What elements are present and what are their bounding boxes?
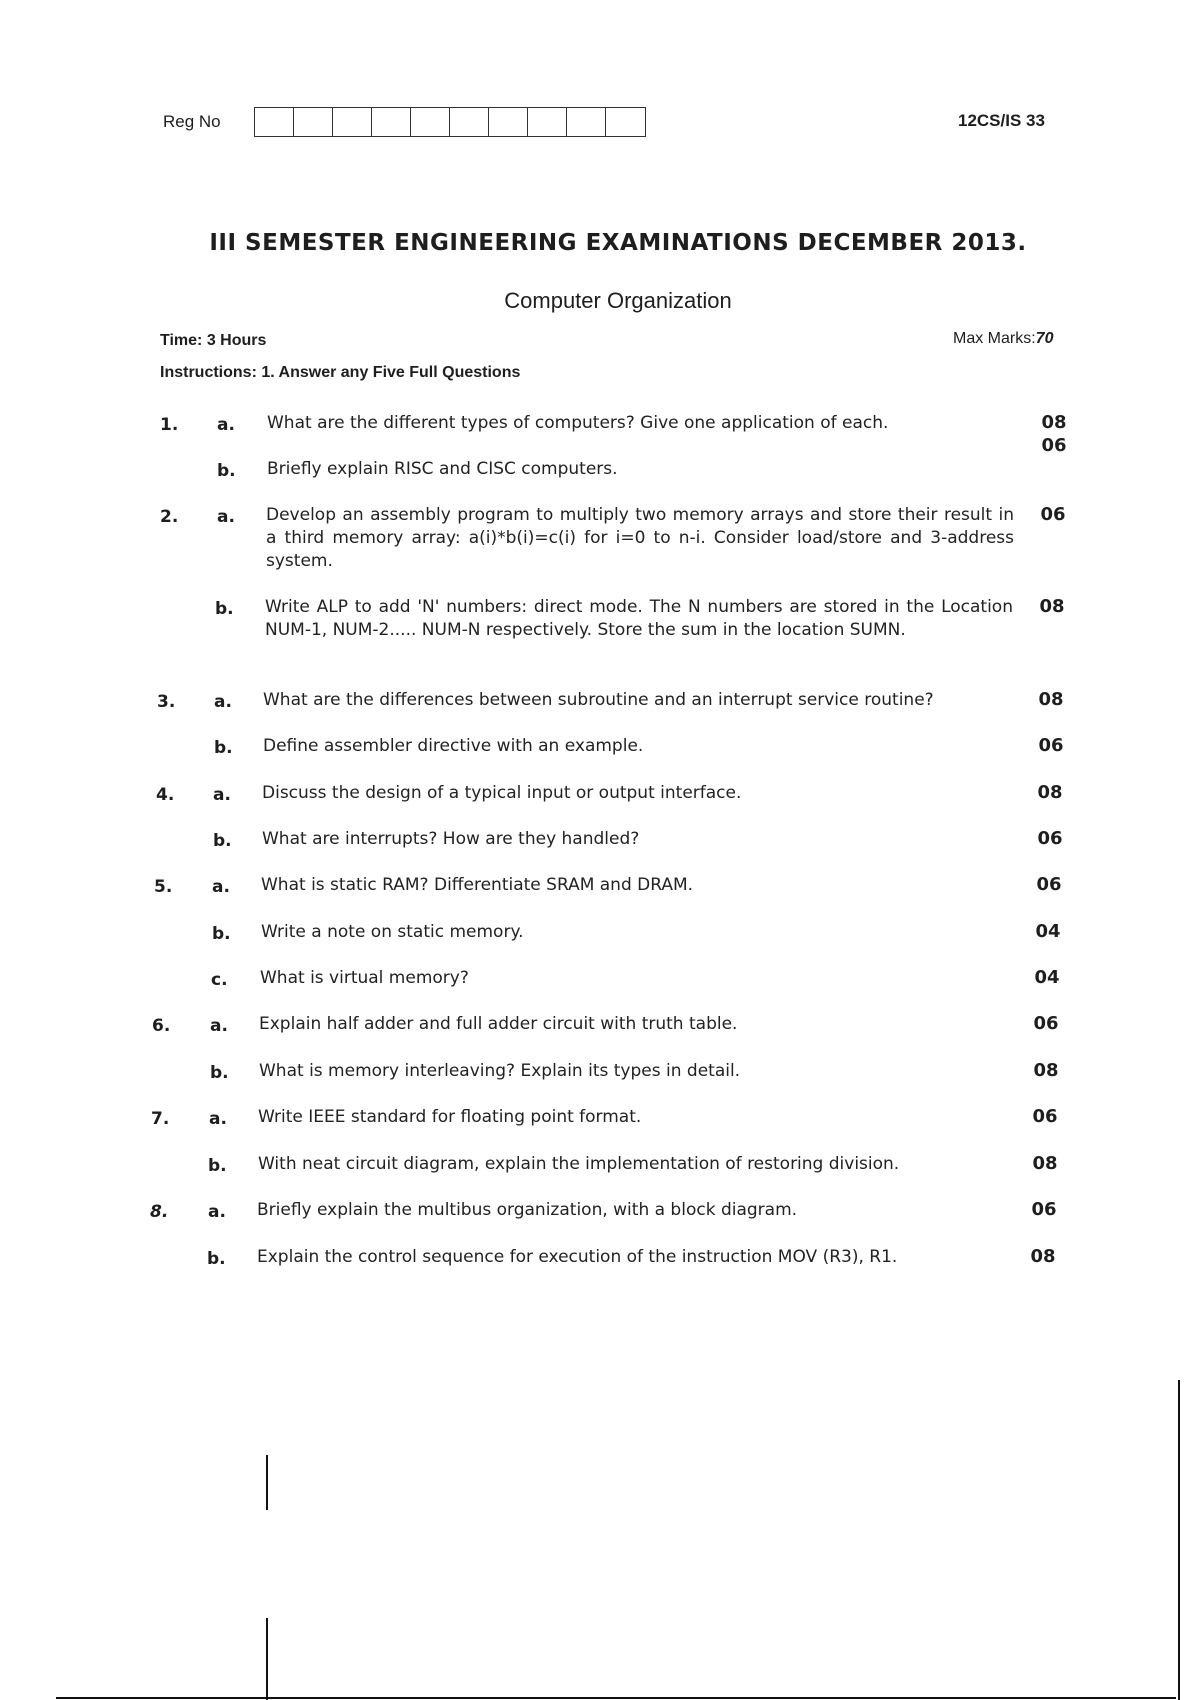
question-text: With neat circuit diagram, explain the implementation of restoring division. <box>258 1154 900 1174</box>
marks: 08 <box>1030 1246 1056 1267</box>
question-text: What are the differences between subroutine and an interrupt service routine? <box>263 690 934 710</box>
question-text: Briefly explain RISC and CISC computers. <box>267 459 618 479</box>
question-number: 5. <box>154 877 173 897</box>
question-text: Write IEEE standard for floating point format. <box>258 1107 642 1127</box>
marks: 06 <box>1041 435 1067 456</box>
reg-no-label: Reg No <box>163 112 221 131</box>
marks: 04 <box>1034 967 1060 988</box>
instructions: Instructions: 1. Answer any Five Full Questions <box>160 364 521 381</box>
marks: 06 <box>1033 1013 1059 1034</box>
part-label: b. <box>208 1156 227 1176</box>
reg-no-box[interactable] <box>606 108 645 136</box>
marks: 08 <box>1038 689 1064 710</box>
marks: 06 <box>1032 1106 1058 1127</box>
reg-no-box[interactable] <box>372 108 411 136</box>
page-edge-line <box>1178 1380 1180 1700</box>
part-label: b. <box>217 461 236 481</box>
marks: 06 <box>1031 1199 1057 1220</box>
part-label: a. <box>214 692 232 712</box>
reg-no-box[interactable] <box>450 108 489 136</box>
question-text: Develop an assembly program to multiply two memory arrays and store their result in a third memory array: a(i)*b(i)=c(i) for i=0 to n-i. Consider load/store and 3-address system. <box>266 505 1014 571</box>
part-label: b. <box>214 738 233 758</box>
part-label: a. <box>208 1202 226 1222</box>
question-text: Write a note on static memory. <box>261 922 524 942</box>
exam-duration: Time: 3 Hours <box>160 332 267 349</box>
part-label: b. <box>210 1063 229 1083</box>
question-number: 3. <box>157 692 176 712</box>
part-label: b. <box>212 924 231 944</box>
question-number: 8. <box>150 1202 169 1222</box>
marks: 06 <box>1040 504 1066 525</box>
max-marks <box>953 330 1053 348</box>
reg-no-box[interactable] <box>567 108 606 136</box>
page-bottom-rule <box>56 1697 1176 1699</box>
part-label: a. <box>210 1016 228 1036</box>
question-number: 1. <box>160 415 179 435</box>
scan-artifact-line <box>266 1455 268 1510</box>
reg-no-box[interactable] <box>294 108 333 136</box>
question-text: Discuss the design of a typical input or output interface. <box>262 783 742 803</box>
part-label: a. <box>217 507 235 527</box>
part-label: a. <box>209 1109 227 1129</box>
marks: 06 <box>1037 828 1063 849</box>
reg-no-box[interactable] <box>528 108 567 136</box>
marks: 08 <box>1032 1153 1058 1174</box>
reg-no-box[interactable] <box>411 108 450 136</box>
marks: 04 <box>1035 921 1061 942</box>
exam-title: III SEMESTER ENGINEERING EXAMINATIONS DECEMBER 2013. <box>209 230 1027 256</box>
question-text: What is memory interleaving? Explain its types in detail. <box>259 1061 741 1081</box>
question-number: 6. <box>152 1016 171 1036</box>
reg-no-box[interactable] <box>489 108 528 136</box>
part-label: a. <box>213 785 231 805</box>
part-label: c. <box>211 970 228 990</box>
question-text: Explain the control sequence for execution of the instruction MOV (R3), R1. <box>257 1247 898 1267</box>
part-label: b. <box>215 599 234 619</box>
part-label: a. <box>212 877 230 897</box>
question-text: Define assembler directive with an example. <box>263 736 644 756</box>
marks: 08 <box>1037 782 1063 803</box>
part-label: b. <box>207 1249 226 1269</box>
paper-code: 12CS/IS 33 <box>958 111 1045 130</box>
part-label: b. <box>213 831 232 851</box>
max-marks-value: 70 <box>1035 330 1054 347</box>
marks: 08 <box>1041 412 1067 433</box>
reg-no-box[interactable] <box>255 108 294 136</box>
marks: 08 <box>1033 1060 1059 1081</box>
subject-title: Computer Organization <box>504 288 732 313</box>
part-label: a. <box>217 415 235 435</box>
reg-no-box[interactable] <box>333 108 372 136</box>
scan-artifact-line <box>266 1618 268 1700</box>
marks: 06 <box>1038 735 1064 756</box>
question-text: What are interrupts? How are they handled? <box>262 829 640 849</box>
question-text: What is virtual memory? <box>260 968 469 988</box>
question-text: What are the different types of computers? Give one application of each. <box>267 413 889 433</box>
question-text: Write ALP to add 'N' numbers: direct mode. The N numbers are stored in the Location NUM-1, NUM-2..... NUM-N respectively. Store the sum in the location SUMN. <box>265 597 1013 640</box>
max-marks-label: Max Marks: <box>953 330 1036 347</box>
question-text: What is static RAM? Differentiate SRAM and DRAM. <box>261 875 694 895</box>
reg-no-boxes[interactable] <box>254 107 646 137</box>
question-number: 7. <box>151 1109 170 1129</box>
question-number: 4. <box>156 785 175 805</box>
marks: 08 <box>1039 596 1065 617</box>
question-number: 2. <box>160 507 179 527</box>
marks: 06 <box>1036 874 1062 895</box>
question-text: Explain half adder and full adder circuit with truth table. <box>259 1014 738 1034</box>
question-text: Briefly explain the multibus organization, with a block diagram. <box>257 1200 798 1220</box>
